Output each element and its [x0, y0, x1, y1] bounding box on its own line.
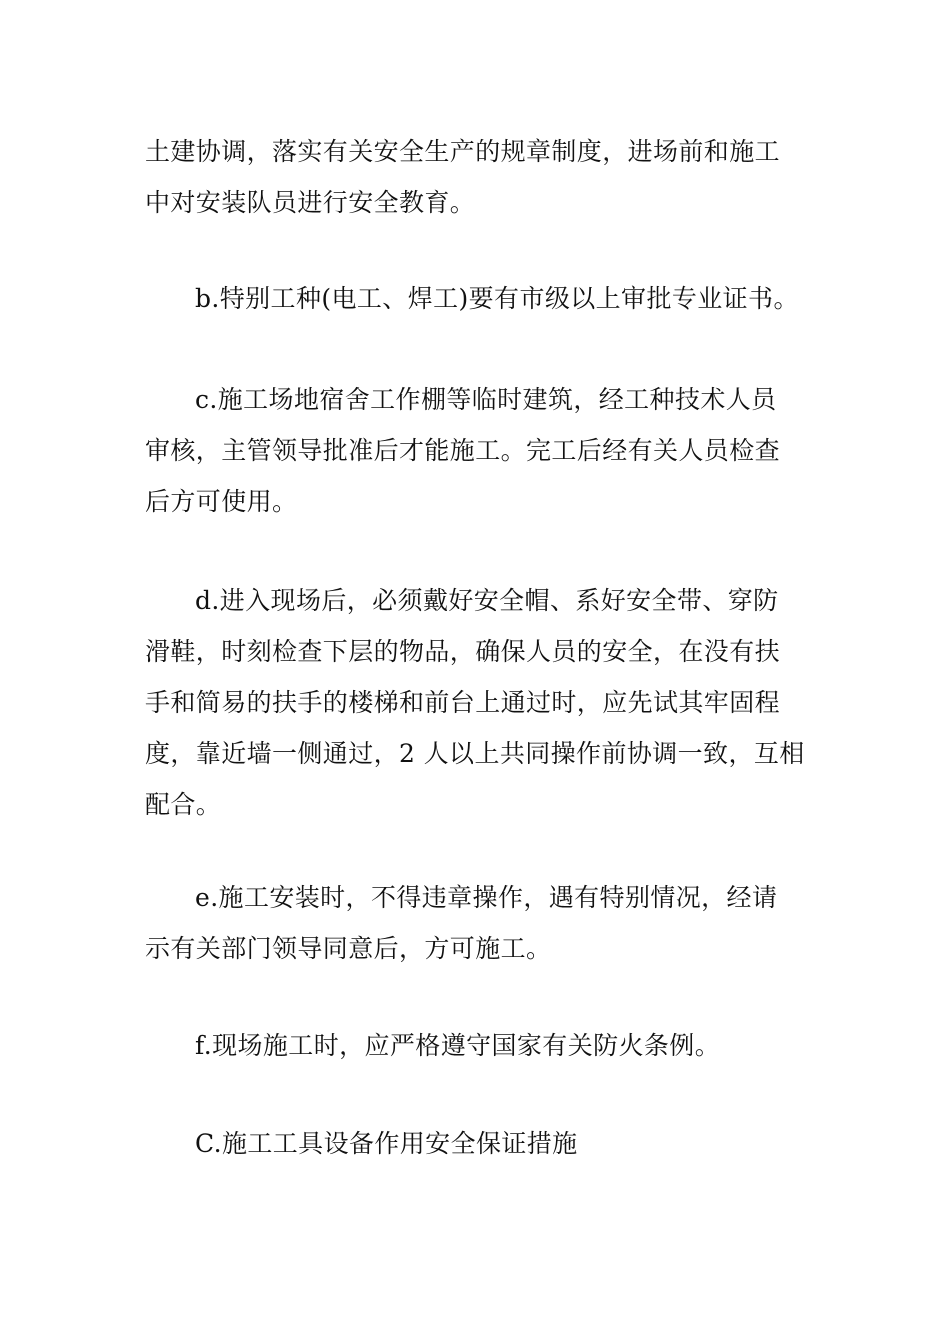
paragraph-line: 手和简易的扶手的楼梯和前台上通过时，应先试其牢固程 — [145, 688, 781, 717]
paragraph-line: 配合。 — [145, 790, 222, 819]
section-heading-tool-safety — [145, 1118, 813, 1169]
paragraph-line: 示有关部门领导同意后，方可施工。 — [145, 934, 552, 963]
paragraph-line: f.现场施工时，应严格遵守国家有关防火条例。 — [195, 1031, 721, 1060]
paragraph-line: C.施工工具设备作用安全保证措施 — [195, 1129, 578, 1158]
paragraph-line: 滑鞋，时刻检查下层的物品，确保人员的安全，在没有扶 — [145, 637, 781, 666]
paragraph-coordination — [145, 126, 813, 228]
paragraph-line: d.进入现场后，必须戴好安全帽、系好安全带、穿防 — [195, 586, 779, 615]
paragraph-line: b.特别工种(电工、焊工)要有市级以上审批专业证书。 — [195, 284, 799, 313]
paragraph-item-f — [145, 1020, 813, 1071]
paragraph-item-e — [145, 872, 813, 974]
paragraph-line: 土建协调，落实有关安全生产的规章制度，进场前和施工 — [145, 137, 781, 166]
paragraph-line: c.施工场地宿舍工作棚等临时建筑，经工种技术人员 — [195, 385, 777, 414]
paragraph-line: 后方可使用。 — [145, 487, 298, 516]
paragraph-item-b — [145, 273, 813, 324]
paragraph-item-d — [145, 575, 813, 830]
paragraph-line: 中对安装队员进行安全教育。 — [145, 188, 476, 217]
paragraph-line: 度，靠近墙一侧通过，2 人以上共同操作前协调一致，互相 — [145, 739, 805, 768]
paragraph-item-c — [145, 374, 813, 527]
paragraph-line: e.施工安装时，不得违章操作，遇有特别情况，经请 — [195, 883, 778, 912]
paragraph-line: 审核，主管领导批准后才能施工。完工后经有关人员检查 — [145, 436, 781, 465]
